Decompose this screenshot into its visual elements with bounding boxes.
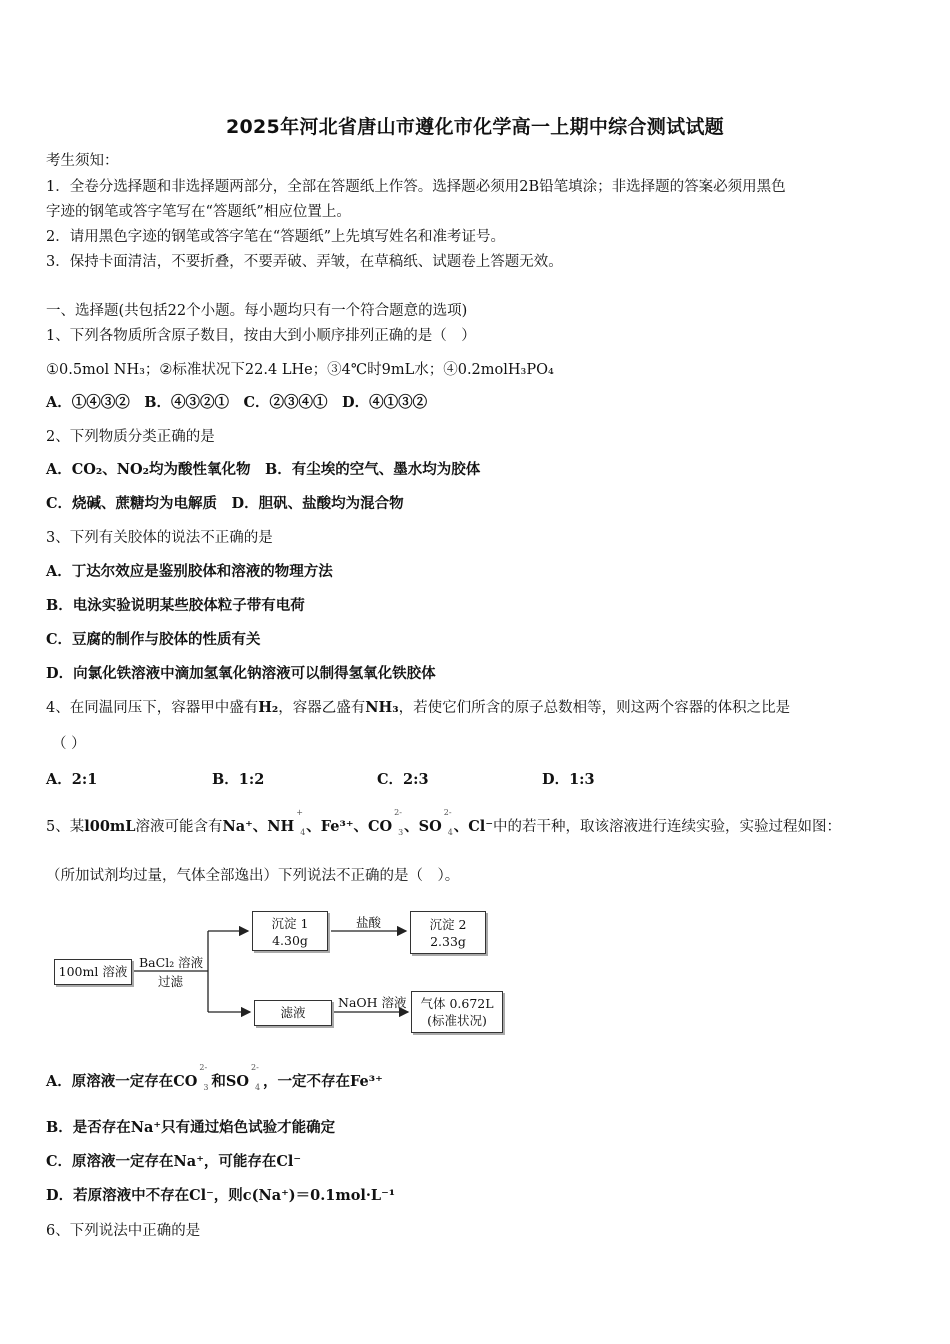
q3-option-d: D．向氯化铁溶液中滴加氢氧化钠溶液可以制得氢氧化铁胶体 [46,665,436,682]
q5-option-c-part: C．原溶液一定存在 [46,1153,174,1170]
q5-option-a [46,1063,383,1092]
q6-stem: 6、下列说法中正确的是 [46,1223,201,1239]
q4-h2: H₂ [258,699,279,716]
q5-option-b-na: Na⁺ [130,1119,162,1136]
q1-stem: 1、下列各物质所含原子数目，按由大到小顺序排列正确的是（ ） [46,328,476,344]
q5-ion-fe: 、Fe³⁺、 [306,818,368,835]
flow-op-filter: 过滤 [158,974,184,989]
q5-option-c-cl: Cl⁻ [276,1153,302,1170]
q5-stem-part: 5、某 [46,819,85,835]
flow-precipitate-1-mass: 4.30g [272,933,308,948]
q5-ion-so4-charge: 2- [443,808,452,817]
q5-option-c-na: Na⁺ [173,1153,204,1170]
q4-stem-part: ，若使它们所含的原子总数相等，则这两个容器的体积之比是 [398,700,791,716]
q4-stem-part: 4、在同温同压下，容器甲中盛有 [46,700,259,716]
q5-option-a-so4 [225,1063,261,1092]
q4-option-d: D．1:3 [542,771,595,788]
q5-ion-so4-sub: 4 [447,828,453,837]
q5-option-a-part: ，一定不存在 [263,1073,351,1090]
q2-stem: 2、下列物质分类正确的是 [46,429,215,445]
flow-reagent-naoh: NaOH 溶液 [338,995,407,1010]
q5-ion-nh4 [267,808,306,837]
q1-options: A．①④③② B．④③②① C．②③④① D．④①③② [46,394,428,411]
q5-option-a-part: A．原溶液一定存在 [46,1073,174,1090]
flow-precipitate-2-name: 沉淀 2 [429,917,467,932]
q5-option-d-equation: c(Na⁺)＝0.1mol·L⁻¹ [242,1187,396,1204]
q1-items: ①0.5mol NH₃；②标准状况下22.4 LHe；③4℃时9mL水；④0.2molH₃PO₄ [46,362,554,378]
q3-option-c: C．豆腐的制作与胶体的性质有关 [46,631,261,648]
notice-item-1a: 1．全卷分选择题和非选择题两部分，全部在答题纸上作答。选择题必须用2B铅笔填涂；非选择题的答案必须用黑色 [46,179,786,195]
flow-precipitate-1-name: 沉淀 1 [271,916,309,931]
q4-stem-part: ，容器乙盛有 [278,700,366,716]
q2-options-cd: C．烧碱、蔗糖均为电解质 D．胆矾、盐酸均为混合物 [46,495,404,512]
q2-options-ab: A．CO₂、NO₂均为酸性氧化物 B．有尘埃的空气、墨水均为胶体 [46,461,481,478]
q5-option-b-part: B．是否存在 [46,1119,131,1136]
q5-option-a-co3-text: CO [173,1073,198,1090]
notice-heading: 考生须知： [46,153,119,169]
flow-gas-volume: 气体 0.672L [420,996,494,1011]
flow-reagent-hcl: 盐酸 [356,915,382,930]
flow-start-box: 100ml 溶液 [54,959,132,985]
q5-ion-so4 [404,808,453,837]
flow-precipitate-1-box [252,911,328,951]
q5-option-d-part: D．若原溶液中不存在 [46,1187,190,1204]
q5-stem [46,808,841,837]
flow-precipitate-2-box [410,911,486,954]
q4-paren: （ ） [52,736,86,752]
q5-option-a-co3-sub: 3 [203,1083,209,1092]
q5-option-c [46,1153,301,1171]
flow-reagent-bacl2: BaCl₂ 溶液 [139,955,204,970]
flow-gas-box [411,991,503,1033]
q5-option-d [46,1187,395,1205]
q4-stem [46,699,790,717]
q5-ion-cl: 、Cl⁻ [453,818,493,835]
q3-option-a: A．丁达尔效应是鉴别胶体和溶液的物理方法 [46,563,333,580]
q5-ion-so4-text: 、SO [404,818,442,835]
exam-title: 2025年河北省唐山市遵化市化学高一上期中综合测试试题 [226,116,724,138]
flow-gas-condition: (标准状况) [427,1013,487,1028]
q5-option-b [46,1119,335,1137]
q5-option-d-part: ，则 [213,1187,243,1204]
q5-option-c-part: ，可能存在 [203,1153,277,1170]
q4-option-c: C．2:3 [377,771,429,788]
q5-stem-part: 中的若干种，取该溶液进行连续实验，实验过程如图： [492,819,841,835]
q5-stem-part: 溶液可能含有 [135,819,223,835]
notice-item-3: 3．保持卡面清洁，不要折叠，不要弄破、弄皱，在草稿纸、试题卷上答题无效。 [46,254,563,270]
flow-filtrate-box: 滤液 [254,1000,332,1026]
q5-option-a-co3-charge: 2- [199,1063,208,1072]
q4-option-b: B．1:2 [212,771,265,788]
q5-ion-co3 [367,808,404,837]
notice-item-1b: 字迹的钢笔或答字笔写在“答题纸”相应位置上。 [46,204,351,220]
q5-option-b-part: 只有通过焰色试验才能确定 [161,1119,336,1136]
q5-option-a-fe: Fe³⁺ [350,1073,383,1090]
q4-nh3: NH₃ [365,699,399,716]
q5-stem-line2: （所加试剂均过量，气体全部逸出）下列说法不正确的是（ ）。 [46,868,460,884]
q3-stem: 3、下列有关胶体的说法不正确的是 [46,530,273,546]
q5-option-d-cl: Cl⁻ [189,1187,214,1204]
q5-ion-co3-text: CO [367,818,393,835]
q5-ion-nh4-sub: 4 [300,828,306,837]
q5-option-a-so4-sub: 4 [255,1083,261,1092]
q5-ion-co3-sub: 3 [398,828,404,837]
q5-ion-na: Na⁺、 [222,818,268,835]
notice-item-2: 2．请用黑色字迹的钢笔或答字笔在“答题纸”上先填写姓名和准考证号。 [46,229,506,245]
q5-option-a-co3 [173,1063,209,1092]
section-heading: 一、选择题(共包括22个小题。每小题均只有一个符合题意的选项) [46,303,468,319]
q5-volume: l00mL [84,818,136,835]
q5-option-a-so4-charge: 2- [251,1063,259,1072]
q5-ion-nh4-charge: + [296,808,303,817]
q4-option-a: A．2:1 [46,771,98,788]
q3-option-b: B．电泳实验说明某些胶体粒子带有电荷 [46,597,305,614]
q5-option-a-so4-text: SO [225,1073,250,1090]
q5-ion-nh4-text: NH [267,818,295,835]
flow-precipitate-2-mass: 2.33g [430,934,466,949]
q5-ion-co3-charge: 2- [394,808,402,817]
q5-option-a-part: 和 [211,1073,226,1090]
